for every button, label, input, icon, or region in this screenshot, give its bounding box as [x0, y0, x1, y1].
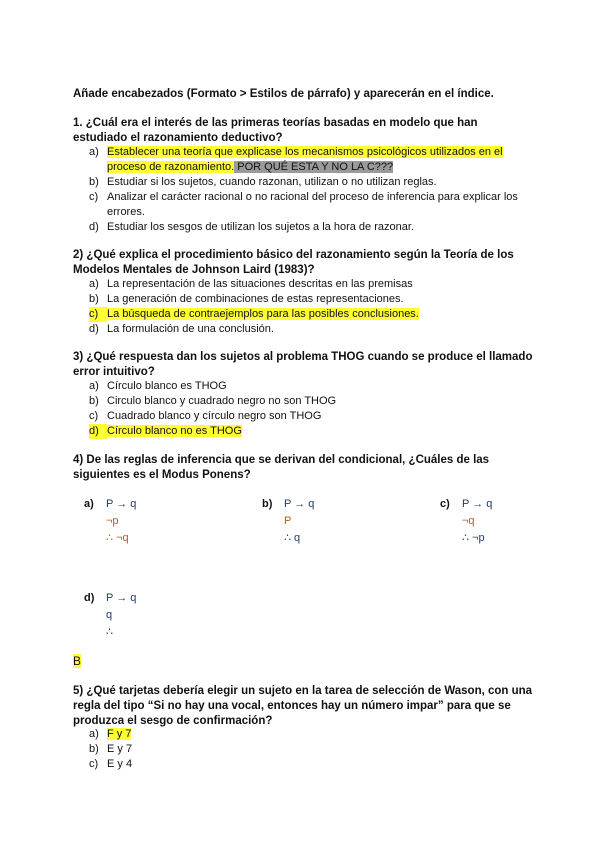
option-text: La generación de combinaciones de estas representaciones.	[107, 293, 404, 305]
option-text: Estudiar los sesgos de utilizan los sujetos a la hora de razonar.	[107, 221, 414, 233]
formula-label: d)	[84, 592, 95, 604]
option-c[interactable]	[89, 307, 529, 322]
option-letter: d)	[89, 323, 99, 335]
option-letter: a)	[89, 728, 99, 740]
question-4-title: 4) De las reglas de inferencia que se derivan del condicional, ¿Cuáles de las siguientes es el Modus Ponens?	[73, 454, 490, 481]
option-text: E y 7	[107, 743, 133, 755]
highlighted-answer: Establecer una teoría que explicase los mecanismos psicológicos utilizados en el proceso de razonamiento.	[107, 146, 503, 173]
option-text: Estudiar si los sujetos, cuando razonan, utilizan o no utilizan reglas.	[107, 176, 437, 188]
question-5-options	[89, 727, 529, 772]
option-letter: c)	[89, 758, 99, 770]
option-letter: b)	[89, 176, 99, 188]
option-text: Círculo blanco es THOG	[107, 380, 227, 392]
option-letter: b)	[89, 743, 99, 755]
option-a[interactable]	[89, 379, 529, 394]
option-a[interactable]	[89, 145, 529, 175]
option-letter: a)	[89, 278, 99, 290]
option-a[interactable]	[89, 277, 529, 292]
option-text: E y 4	[107, 758, 133, 770]
formula-line: P → q	[106, 592, 137, 604]
formula-line: ¬p	[106, 515, 119, 527]
option-text: Circulo blanco y cuadrado negro no son THOG	[107, 395, 337, 407]
formula-line: P	[284, 515, 292, 527]
formula-line: ¬q	[462, 515, 475, 527]
question-3-options	[89, 379, 529, 439]
formula-line: ∴ q	[284, 532, 301, 544]
option-d[interactable]	[89, 424, 529, 439]
option-c[interactable]	[89, 409, 529, 424]
option-letter: c)	[89, 410, 99, 422]
formula-line: ∴ ¬q	[106, 532, 129, 544]
option-b[interactable]	[89, 175, 529, 190]
highlighted-answer: La búsqueda de contraejemplos para las posibles conclusiones.	[107, 308, 419, 320]
question-3-title: 3) ¿Qué respuesta dan los sujetos al problema THOG cuando se produce el llamado error intuitivo?	[73, 351, 533, 378]
formula-line: P → q	[462, 498, 493, 510]
option-text: La formulación de una conclusión.	[107, 323, 274, 335]
formula-label: b)	[262, 498, 273, 510]
option-letter: b)	[89, 395, 99, 407]
option-a[interactable]	[89, 727, 529, 742]
option-letter: a)	[89, 146, 99, 158]
question-2-options	[89, 277, 529, 337]
formula-line: q	[106, 609, 113, 621]
formula-line: P → q	[284, 498, 315, 510]
option-letter: c)	[89, 307, 107, 322]
option-letter: c)	[89, 191, 99, 203]
highlighted-answer: Círculo blanco no es THOG	[107, 425, 242, 437]
option-letter: d)	[89, 424, 107, 439]
option-d[interactable]	[89, 322, 529, 337]
option-c[interactable]	[89, 190, 529, 220]
formula-line: ∴ ¬p	[462, 532, 485, 544]
option-b[interactable]	[89, 292, 529, 307]
formula-line: ∴	[106, 626, 113, 638]
question-1-options	[89, 145, 529, 235]
intro-heading: Añade encabezados (Formato > Estilos de párrafo) y aparecerán en el índice.	[73, 88, 494, 100]
question-5-title: 5) ¿Qué tarjetas debería elegir un sujeto en la tarea de selección de Wason, con una regla del tipo “Si no hay una vocal, entonces hay un número impar” para que se produzca el sesgo de confirmación?	[73, 685, 533, 727]
question-1-title: 1. ¿Cuál era el interés de las primeras teorías basadas en modelo que han estudiado el razonamiento deductivo?	[73, 117, 478, 144]
gray-comment: POR QUÉ ESTA Y NO LA C???	[234, 161, 394, 173]
option-text: La representación de las situaciones descritas en las premisas	[107, 278, 413, 290]
option-b[interactable]	[89, 394, 529, 409]
question-2-title: 2) ¿Qué explica el procedimiento básico del razonamiento según la Teoría de los Modelos Mentales de Johnson Laird (1983)?	[73, 249, 514, 276]
formula-line: P → q	[106, 498, 137, 510]
option-text: Analizar el carácter racional o no racional del proceso de inferencia para explicar los errores.	[107, 191, 518, 218]
option-d[interactable]	[89, 220, 529, 235]
option-c[interactable]	[89, 757, 529, 772]
highlighted-answer: F y 7	[107, 728, 132, 740]
answer-marker: B	[73, 654, 82, 668]
formula-label: c)	[440, 498, 450, 510]
option-b[interactable]	[89, 742, 529, 757]
option-text: Cuadrado blanco y círculo negro son THOG	[107, 410, 322, 422]
formula-label: a)	[84, 498, 94, 510]
option-letter: a)	[89, 380, 99, 392]
option-letter: b)	[89, 293, 99, 305]
option-letter: d)	[89, 221, 99, 233]
